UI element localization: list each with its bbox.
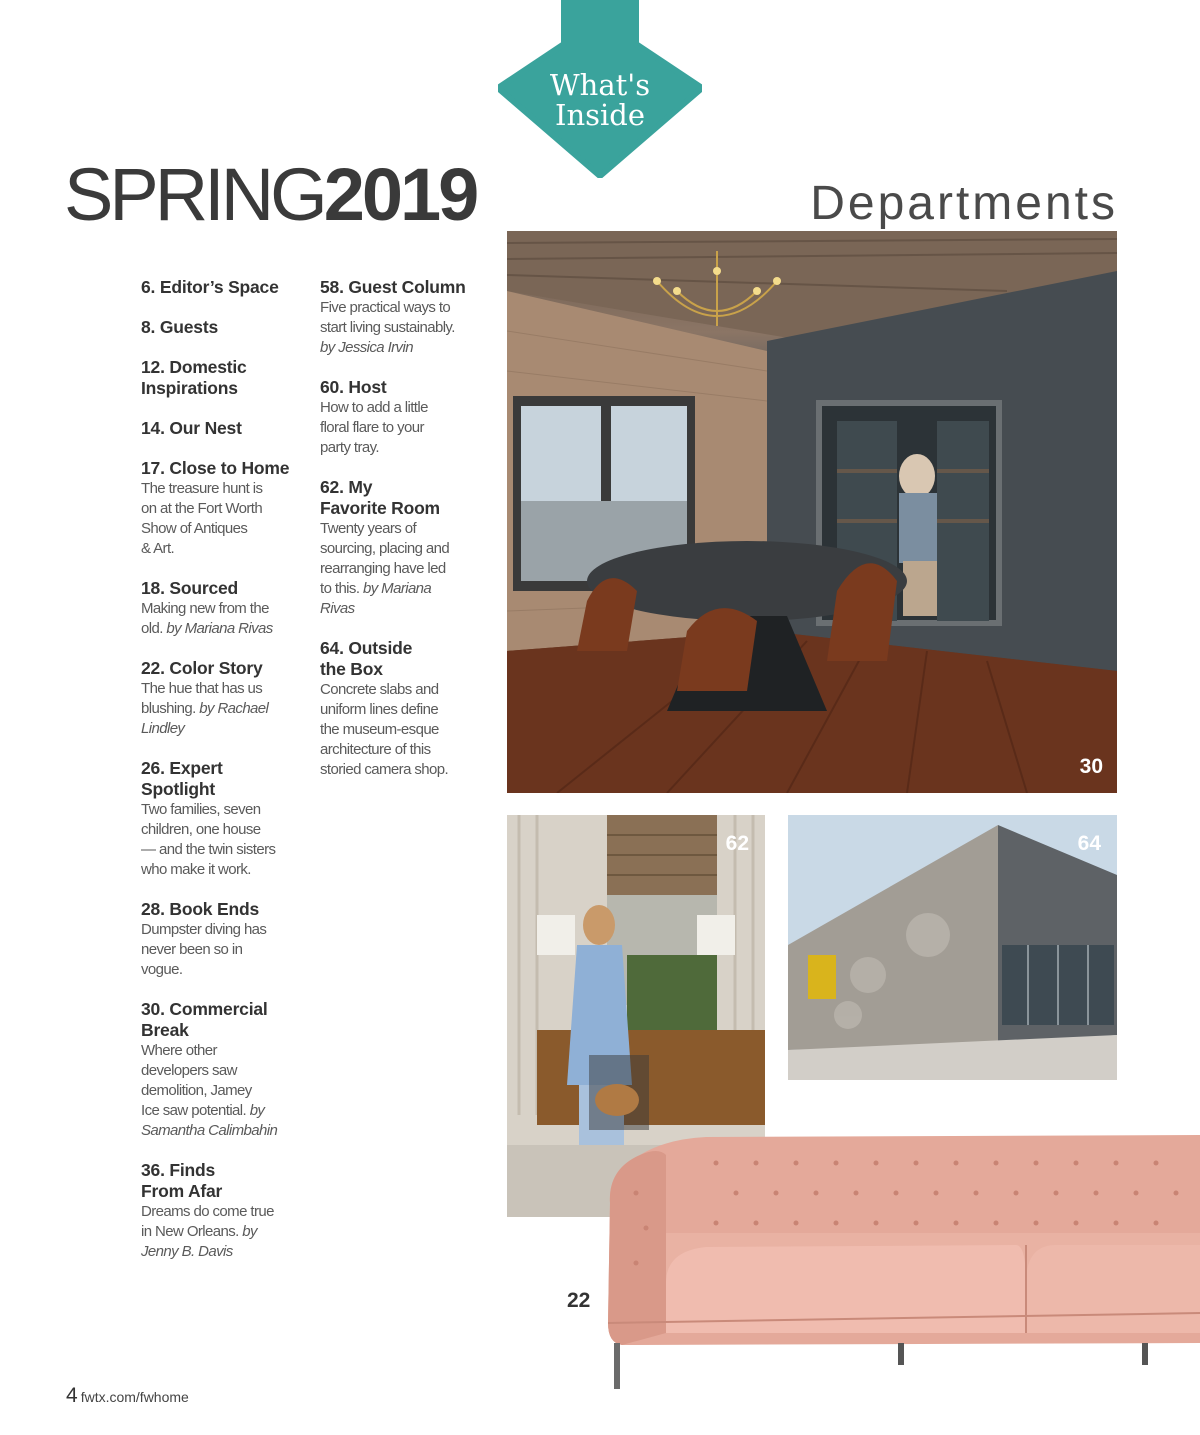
byline: Rivas bbox=[320, 600, 355, 617]
desc-line: rearranging have led bbox=[320, 560, 446, 577]
desc-line: in New Orleans. bbox=[141, 1223, 239, 1240]
entry-title: 18. Sourced bbox=[141, 578, 239, 598]
byline: Samantha Calimbahin bbox=[141, 1122, 278, 1139]
entry-title-line: 64. Outside bbox=[320, 638, 413, 658]
toc-entry-commercial-break[interactable] bbox=[141, 999, 317, 1141]
entry-description bbox=[320, 398, 496, 458]
desc-line: developers saw bbox=[141, 1062, 237, 1079]
toc-entry-editors-space[interactable] bbox=[141, 277, 317, 298]
badge-line-1: What's bbox=[549, 68, 651, 102]
toc-entry-guests[interactable] bbox=[141, 317, 317, 338]
desc-line: floral flare to your bbox=[320, 419, 424, 436]
entry-title bbox=[141, 999, 317, 1041]
desc-line: The hue that has us bbox=[141, 680, 263, 697]
desc-line: sourcing, placing and bbox=[320, 540, 450, 557]
entry-description bbox=[141, 679, 317, 739]
camera-shop-illustration bbox=[788, 815, 1117, 1080]
desc-line: party tray. bbox=[320, 439, 379, 456]
desc-line: architecture of this bbox=[320, 741, 431, 758]
entry-description bbox=[320, 519, 496, 619]
desc-line: Twenty years of bbox=[320, 520, 417, 537]
desc-line: How to add a little bbox=[320, 399, 428, 416]
photo-page-number: 64 bbox=[1077, 832, 1101, 855]
desc-line: on at the Fort Worth bbox=[141, 500, 263, 517]
photo-pink-sofa[interactable] bbox=[606, 1133, 1200, 1389]
toc-entry-my-favorite-room[interactable] bbox=[320, 477, 496, 619]
toc-entry-color-story[interactable] bbox=[141, 658, 317, 739]
photo-dining-room[interactable] bbox=[507, 231, 1117, 793]
toc-entry-outside-the-box[interactable] bbox=[320, 638, 496, 780]
toc-entry-guest-column[interactable] bbox=[320, 277, 496, 358]
desc-line: Five practical ways to bbox=[320, 299, 451, 316]
dining-room-illustration bbox=[507, 231, 1117, 793]
entry-description bbox=[141, 1202, 317, 1262]
desc-line: demolition, Jamey bbox=[141, 1082, 252, 1099]
byline: by Rachael bbox=[199, 700, 269, 717]
entry-title: 60. Host bbox=[320, 377, 387, 397]
badge-text bbox=[498, 70, 702, 130]
entry-description bbox=[320, 298, 496, 358]
entry-description bbox=[141, 920, 317, 980]
entry-title bbox=[320, 477, 496, 519]
desc-line: Where other bbox=[141, 1042, 217, 1059]
sofa-page-number: 22 bbox=[567, 1289, 591, 1312]
entry-title-line: From Afar bbox=[141, 1181, 223, 1201]
toc-entry-sourced[interactable] bbox=[141, 578, 317, 639]
entry-title: 17. Close to Home bbox=[141, 458, 290, 478]
desc-line: never been so in bbox=[141, 941, 243, 958]
toc-column-2 bbox=[320, 277, 496, 799]
desc-line: storied camera shop. bbox=[320, 761, 449, 778]
desc-line: old. bbox=[141, 620, 163, 637]
section-title: Departments bbox=[810, 177, 1118, 230]
desc-line: blushing. bbox=[141, 700, 196, 717]
byline: by Mariana bbox=[362, 580, 432, 597]
desc-line: Concrete slabs and bbox=[320, 681, 439, 698]
desc-line: uniform lines define bbox=[320, 701, 439, 718]
entry-title-line: Break bbox=[141, 1020, 189, 1040]
toc-entry-host[interactable] bbox=[320, 377, 496, 458]
entry-title: 14. Our Nest bbox=[141, 418, 242, 438]
entry-title: 6. Editor’s Space bbox=[141, 277, 279, 297]
desc-line: Making new from the bbox=[141, 600, 269, 617]
desc-line: Dumpster diving has bbox=[141, 921, 267, 938]
desc-line: Two families, seven bbox=[141, 801, 261, 818]
footer-url[interactable]: fwtx.com/fwhome bbox=[80, 1389, 189, 1405]
byline: Lindley bbox=[141, 720, 185, 737]
desc-line: the museum-esque bbox=[320, 721, 439, 738]
toc-entry-our-nest[interactable] bbox=[141, 418, 317, 439]
entry-title-line: Favorite Room bbox=[320, 498, 440, 518]
page-footer bbox=[66, 1383, 189, 1410]
whats-inside-badge bbox=[498, 0, 702, 178]
entry-description bbox=[320, 680, 496, 780]
photo-page-number: 30 bbox=[1079, 755, 1103, 778]
desc-line: The treasure hunt is bbox=[141, 480, 263, 497]
desc-line: — and the twin sisters bbox=[141, 841, 276, 858]
entry-title bbox=[141, 357, 317, 399]
issue-year: 2019 bbox=[323, 153, 477, 236]
entry-title bbox=[141, 758, 317, 800]
entry-title-line: the Box bbox=[320, 659, 383, 679]
byline: Jenny B. Davis bbox=[141, 1243, 233, 1260]
toc-entry-expert-spotlight[interactable] bbox=[141, 758, 317, 880]
entry-title-line: Inspirations bbox=[141, 378, 238, 398]
entry-description bbox=[141, 599, 317, 639]
photo-page-number: 62 bbox=[725, 832, 749, 855]
issue-title bbox=[64, 150, 476, 240]
entry-title-line: 30. Commercial bbox=[141, 999, 268, 1019]
pink-sofa-illustration bbox=[606, 1133, 1200, 1389]
entry-title-line: 26. Expert bbox=[141, 758, 223, 778]
byline: by Jessica Irvin bbox=[320, 339, 413, 356]
entry-title: 22. Color Story bbox=[141, 658, 263, 678]
byline: by bbox=[249, 1102, 265, 1119]
folio-page-number: 4 bbox=[66, 1384, 78, 1407]
desc-line: & Art. bbox=[141, 540, 175, 557]
byline: by Mariana Rivas bbox=[166, 620, 273, 637]
toc-column-1 bbox=[141, 277, 317, 1281]
desc-line: children, one house bbox=[141, 821, 261, 838]
desc-line: start living sustainably. bbox=[320, 319, 455, 336]
badge-line-2: Inside bbox=[554, 98, 646, 132]
entry-title-line: 12. Domestic bbox=[141, 357, 247, 377]
entry-title: 58. Guest Column bbox=[320, 277, 466, 297]
entry-title: 8. Guests bbox=[141, 317, 218, 337]
photo-camera-shop[interactable] bbox=[788, 815, 1117, 1080]
desc-line: Dreams do come true bbox=[141, 1203, 274, 1220]
entry-title-line: 62. My bbox=[320, 477, 373, 497]
issue-season: SPRING bbox=[64, 153, 324, 236]
entry-title: 28. Book Ends bbox=[141, 899, 259, 919]
desc-line: Show of Antiques bbox=[141, 520, 248, 537]
toc-entry-close-to-home[interactable] bbox=[141, 458, 317, 559]
entry-description bbox=[141, 800, 317, 880]
desc-line: who make it work. bbox=[141, 861, 251, 878]
toc-entry-book-ends[interactable] bbox=[141, 899, 317, 980]
byline: by bbox=[242, 1223, 257, 1240]
entry-description bbox=[141, 479, 317, 559]
entry-description bbox=[141, 1041, 317, 1141]
desc-line: to this. bbox=[320, 580, 360, 597]
entry-title-line: Spotlight bbox=[141, 779, 216, 799]
desc-line: vogue. bbox=[141, 961, 183, 978]
desc-line: Ice saw potential. bbox=[141, 1102, 247, 1119]
entry-title-line: 36. Finds bbox=[141, 1160, 216, 1180]
entry-title bbox=[320, 638, 496, 680]
toc-entry-domestic-inspirations[interactable] bbox=[141, 357, 317, 399]
entry-title bbox=[141, 1160, 317, 1202]
toc-entry-finds-from-afar[interactable] bbox=[141, 1160, 317, 1262]
